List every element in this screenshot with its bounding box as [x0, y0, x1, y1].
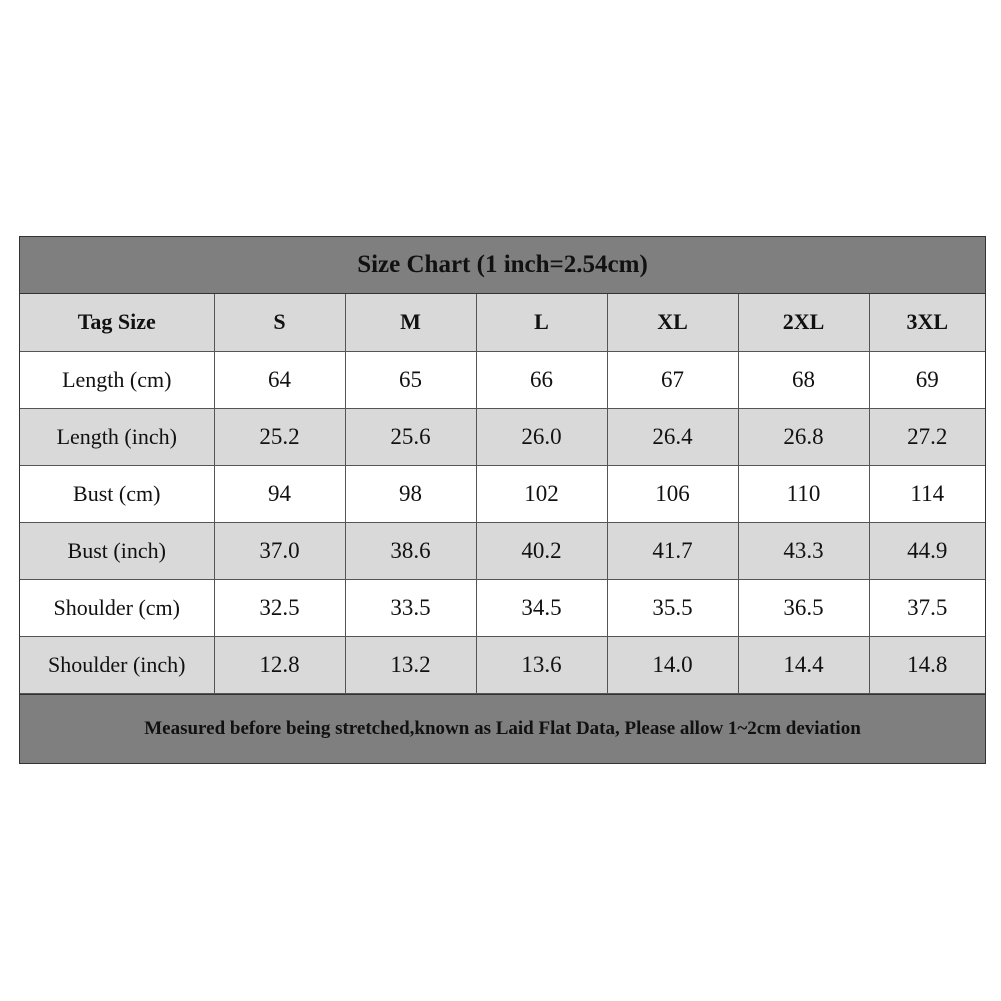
table-cell: 67 [607, 351, 738, 408]
table-cell: 26.4 [607, 408, 738, 465]
table-cell: 33.5 [345, 579, 476, 636]
row-label: Length (inch) [20, 408, 214, 465]
row-label: Length (cm) [20, 351, 214, 408]
table-row [20, 579, 985, 636]
header-size-m: M [345, 294, 476, 351]
table-cell: 13.2 [345, 636, 476, 693]
table-cell: 44.9 [869, 522, 985, 579]
table-cell: 94 [214, 465, 345, 522]
table-cell: 25.6 [345, 408, 476, 465]
table-cell: 41.7 [607, 522, 738, 579]
table-cell: 102 [476, 465, 607, 522]
table-row [20, 408, 985, 465]
table-cell: 106 [607, 465, 738, 522]
chart-title: Size Chart (1 inch=2.54cm) [20, 237, 985, 294]
table-row [20, 636, 985, 693]
header-tag-size: Tag Size [20, 294, 214, 351]
table-cell: 114 [869, 465, 985, 522]
row-label: Bust (inch) [20, 522, 214, 579]
table-cell: 14.8 [869, 636, 985, 693]
header-row [20, 294, 985, 351]
table-cell: 27.2 [869, 408, 985, 465]
table-cell: 40.2 [476, 522, 607, 579]
table-cell: 26.0 [476, 408, 607, 465]
table-cell: 12.8 [214, 636, 345, 693]
header-size-l: L [476, 294, 607, 351]
table-cell: 32.5 [214, 579, 345, 636]
table-cell: 68 [738, 351, 869, 408]
table-cell: 43.3 [738, 522, 869, 579]
table-row [20, 522, 985, 579]
table-row [20, 465, 985, 522]
table-cell: 38.6 [345, 522, 476, 579]
row-label: Shoulder (inch) [20, 636, 214, 693]
table-cell: 13.6 [476, 636, 607, 693]
table-cell: 37.5 [869, 579, 985, 636]
table-cell: 35.5 [607, 579, 738, 636]
size-table [20, 294, 985, 694]
table-cell: 36.5 [738, 579, 869, 636]
table-cell: 14.4 [738, 636, 869, 693]
header-size-3xl: 3XL [869, 294, 985, 351]
table-cell: 64 [214, 351, 345, 408]
table-row [20, 351, 985, 408]
table-cell: 14.0 [607, 636, 738, 693]
table-cell: 69 [869, 351, 985, 408]
table-cell: 98 [345, 465, 476, 522]
row-label: Shoulder (cm) [20, 579, 214, 636]
table-cell: 34.5 [476, 579, 607, 636]
header-size-2xl: 2XL [738, 294, 869, 351]
table-cell: 65 [345, 351, 476, 408]
row-label: Bust (cm) [20, 465, 214, 522]
chart-footer-note: Measured before being stretched,known as Laid Flat Data, Please allow 1~2cm deviation [20, 694, 985, 763]
header-size-xl: XL [607, 294, 738, 351]
table-cell: 66 [476, 351, 607, 408]
size-chart [19, 236, 986, 764]
table-cell: 110 [738, 465, 869, 522]
table-cell: 25.2 [214, 408, 345, 465]
header-size-s: S [214, 294, 345, 351]
table-cell: 37.0 [214, 522, 345, 579]
table-cell: 26.8 [738, 408, 869, 465]
